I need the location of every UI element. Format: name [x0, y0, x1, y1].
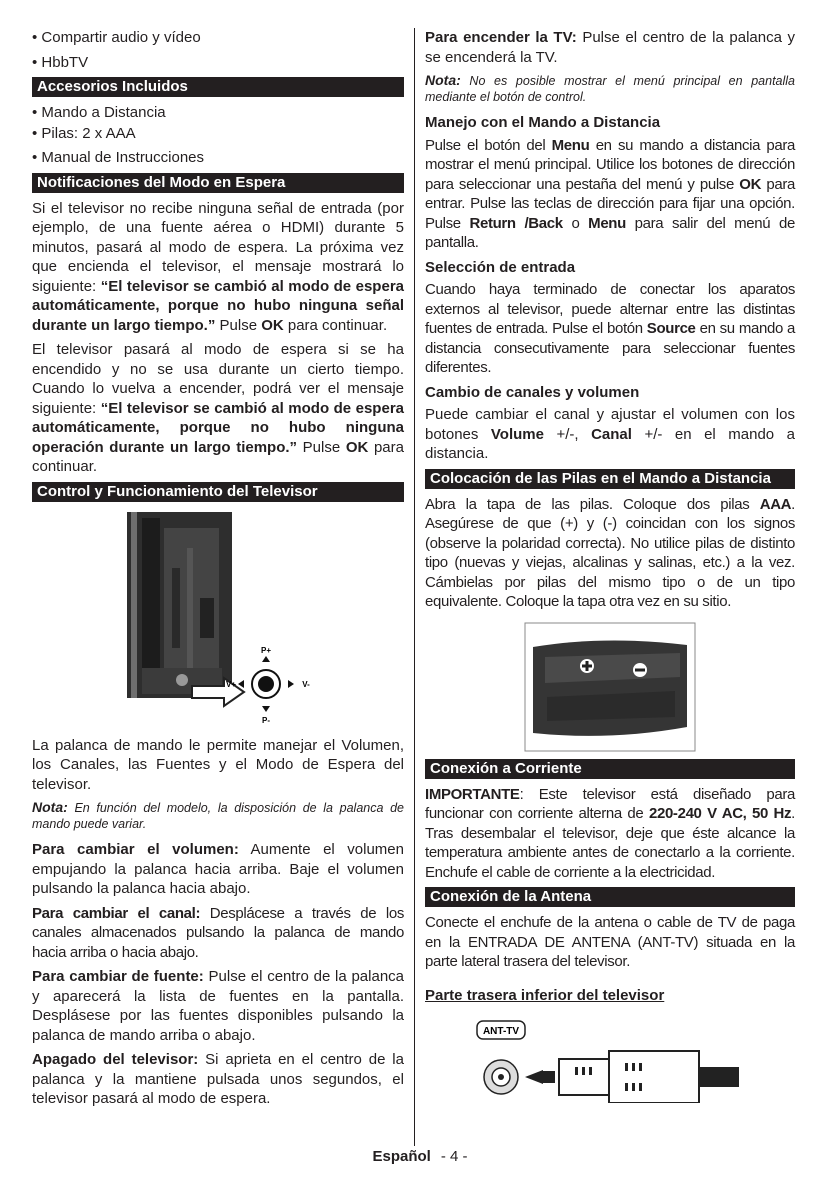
battery-image	[425, 617, 795, 755]
subheading-trasera: Parte trasera inferior del televisor	[425, 986, 665, 1004]
subheading-cambio: Cambio de canales y volumen	[425, 383, 640, 401]
footer-language: Español	[372, 1148, 431, 1165]
section-heading-corriente: Conexión a Corriente	[425, 759, 795, 779]
paragraph-apagado: Apagado del televisor: Si aprieta en el centro de la palanca y la mantiene pulsada unos segundos, el televisor pasará al modo de espera.	[32, 1051, 404, 1107]
paragraph-canal: Para cambiar el canal: Desplácese a través de los canales almacenados pulsando la palanca de mando hacia arriba o hacia abajo.	[32, 904, 404, 961]
subheading-manejo: Manejo con el Mando a Distancia	[425, 114, 661, 131]
paragraph-antena: Conecte el enchufe de la antena o cable de TV de paga en la ENTRADA DE ANTENA (ANT-TV) situada en la parte lateral trasera del televisor.	[425, 914, 795, 970]
paragraph-notif-1: Si el televisor no recibe ninguna señal de entrada (por ejemplo, de una fuente aérea o HDMI) durante 5 minutos, pasará al modo de espera. La próxima vez que encienda el televisor, el mensaje mostrará lo siguiente: “El televisor se cambió al modo de espera automáticamente, porque no hubo ninguna señal durante un largo tiempo.” Pulse OK para continuar.	[32, 199, 404, 334]
p-plus-label: P+	[260, 645, 272, 655]
paragraph-manejo: Pulse el botón del Menu en su mando a distancia para mostrar el menú principal. Utilice los botones de dirección para seleccionar una pestaña del menú y pulse OK para entrar. Pulse las teclas de dirección para fijar una opción. Pulse Return /Back o Menu para salir del menú de pantalla.	[425, 136, 796, 251]
paragraph-volumen: Para cambiar el volumen: Aumente el volumen empujando la palanca hacia arriba. Baje el volumen pulsando la palanca hacia abajo.	[32, 841, 404, 897]
ant-tv-label: ANT-TV	[482, 1026, 520, 1037]
subheading-seleccion: Selección de entrada	[425, 258, 576, 276]
section-heading-control: Control y Funcionamiento del Televisor	[32, 482, 404, 502]
list-item: • Manual de Instrucciones	[32, 149, 205, 166]
section-heading-antena: Conexión de la Antena	[425, 887, 795, 907]
column-divider	[414, 28, 415, 1146]
paragraph-encender: Para encender la TV: Pulse el centro de la palanca y se encenderá la TV.	[425, 29, 795, 66]
paragraph-cambio: Puede cambiar el canal y ajustar el volumen con los botones Volume +/-, Canal +/- en el mando a distancia.	[425, 406, 795, 462]
note-menu: Nota: No es posible mostrar el menú principal en pantalla mediante el botón de control.	[425, 72, 795, 104]
note-palanca: Nota: En función del modelo, la disposición de la palanca de mando puede variar.	[32, 799, 404, 831]
joystick-diagram	[32, 508, 404, 736]
v-minus-label: V-	[302, 679, 310, 689]
paragraph-corriente: IMPORTANTE: Este televisor está diseñado para funcionar con corriente alterna de 220-240 V AC, 50 Hz. Tras desembalar el televisor, deje que éste alcance la temperatura ambiente antes de conectarlo a la corriente. Enchufe el cable de corriente a la electricidad.	[425, 785, 795, 881]
list-item: • Mando a Distancia	[32, 104, 166, 121]
list-item: • Compartir audio y vídeo	[32, 29, 201, 46]
right-column	[425, 28, 795, 1103]
paragraph-fuente: Para cambiar de fuente: Pulse el centro de la palanca y aparecerá la lista de fuentes en la pantalla. Desplásese por las fuentes disponibles pulsando la palanca de mando arriba o abajo.	[32, 968, 405, 1044]
page-number: - 4 -	[440, 1148, 468, 1165]
left-column	[32, 28, 404, 1114]
paragraph-seleccion: Cuando haya terminado de conectar los aparatos externos al televisor, puede alternar entre las distintas fuentes de entrada. Pulse el botón Source en su mando a distancia consecutivamente para seleccionar fuentes diferentes.	[425, 281, 795, 376]
antenna-diagram	[425, 1017, 795, 1103]
paragraph-notif-2: El televisor pasará al modo de espera si se ha encendido y no se usa durante un cierto tiempo. Cuando lo vuelva a encender, podrá ver el mensaje siguiente: “El televisor se cambió al modo de espera automáticamente, porque no hubo ninguna operación durante un largo tiempo.” Pulse OK para continuar.	[32, 341, 404, 475]
list-item: • Pilas: 2 x AAA	[32, 124, 136, 142]
paragraph-palanca: La palanca de mando le permite manejar el Volumen, los Canales, las Fuentes y el Modo de Espera del televisor.	[32, 736, 404, 793]
section-heading-notificaciones: Notificaciones del Modo en Espera	[32, 173, 404, 193]
paragraph-pilas: Abra la tapa de las pilas. Coloque dos pilas AAA. Asegúrese de que (+) y (-) coincidan con los signos (observe la polaridad correcta). No utilice pilas de distinto tipo (nuevas y viejas, alcalinas y salinas, etc.) a la vez. Cámbielas por pilas del mismo tipo o de un tipo equivalente. Coloque la tapa otra vez en su sitio.	[425, 495, 795, 610]
page-footer	[0, 1148, 840, 1165]
section-heading-accesorios: Accesorios Incluidos	[32, 77, 404, 97]
section-heading-pilas: Colocación de las Pilas en el Mando a Distancia	[425, 469, 795, 489]
list-item: • HbbTV	[32, 53, 89, 71]
v-plus-label: V+	[225, 679, 237, 689]
p-minus-label: P-	[262, 715, 270, 725]
